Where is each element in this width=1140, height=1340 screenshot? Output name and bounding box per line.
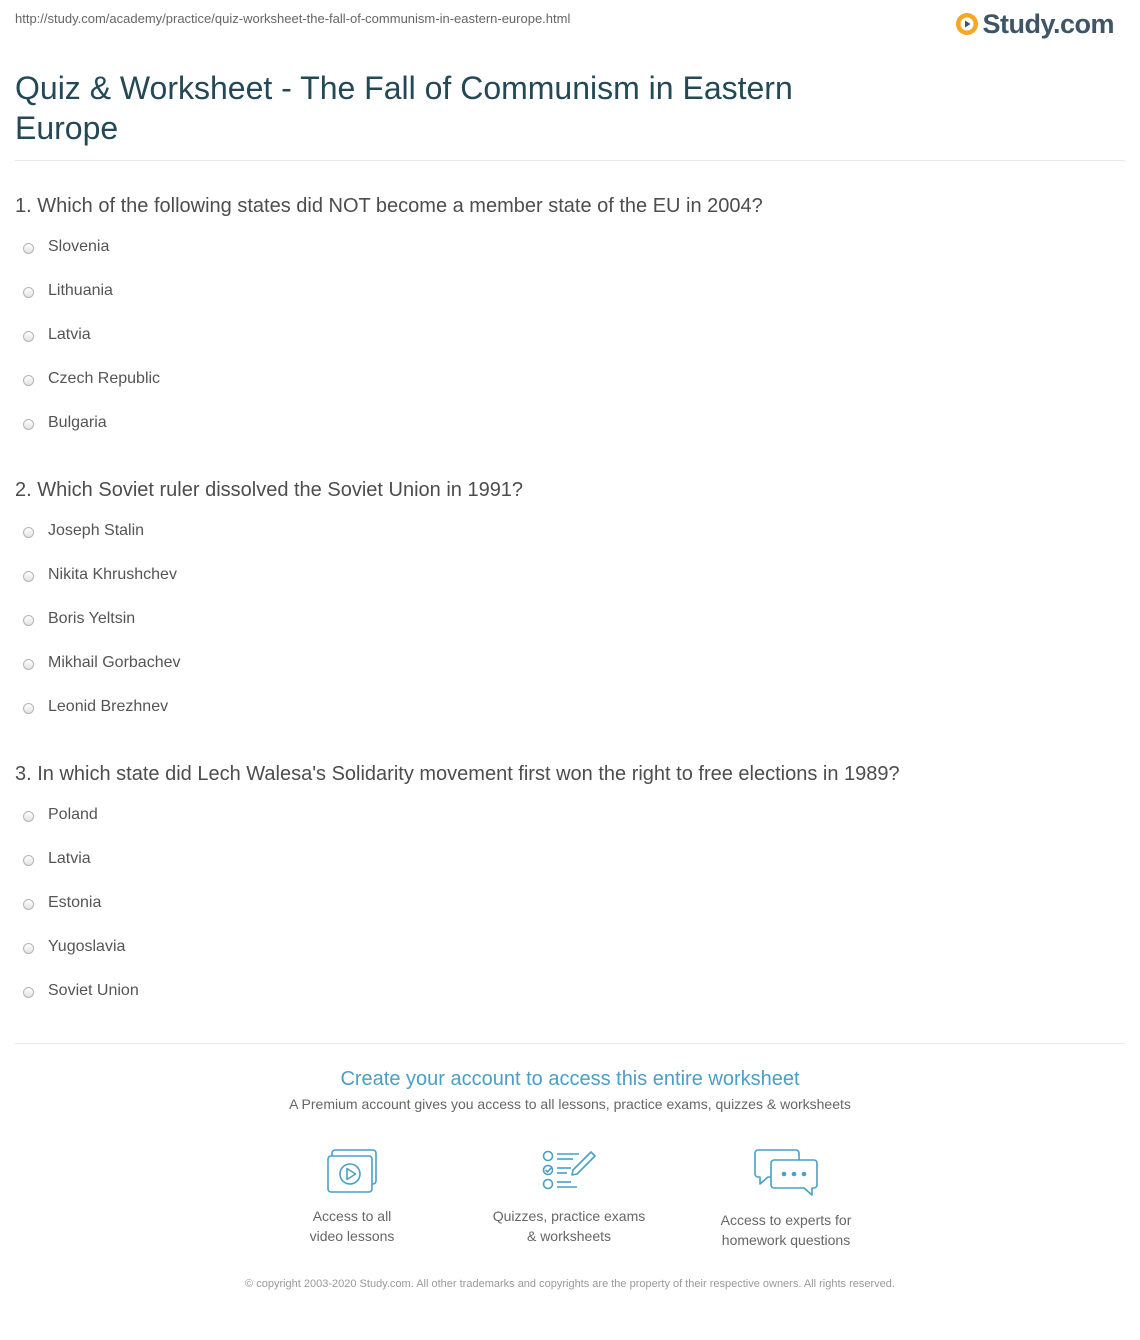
answer-option[interactable]	[15, 848, 1125, 892]
radio-button[interactable]	[23, 703, 34, 714]
question-text: 3. In which state did Lech Walesa's Solidarity movement first won the right to free elections in 1989?	[15, 763, 900, 785]
answer-label: Soviet Union	[48, 982, 139, 999]
feature-line: & worksheets	[526, 1228, 612, 1244]
answer-option[interactable]	[15, 412, 1125, 456]
answer-label: Yugoslavia	[48, 938, 126, 955]
answer-options	[15, 804, 1125, 1024]
quiz-checklist-icon	[541, 1148, 597, 1194]
answer-label: Joseph Stalin	[48, 522, 145, 539]
answer-label: Latvia	[48, 850, 91, 867]
answer-option[interactable]	[15, 520, 1125, 564]
question-text: 2. Which Soviet ruler dissolved the Soviet Union in 1991?	[15, 479, 524, 501]
feature-line: Access to experts for	[720, 1212, 852, 1228]
answer-option[interactable]	[15, 236, 1125, 280]
radio-button[interactable]	[23, 855, 34, 866]
answer-label: Leonid Brezhnev	[48, 698, 169, 715]
answer-label: Poland	[48, 806, 98, 823]
answer-label: Slovenia	[48, 238, 110, 255]
copyright-notice: © copyright 2003-2020 Study.com. All other trademarks and copyrights are the property of their respective owners. All rights reserved.	[245, 1278, 895, 1290]
answer-label: Czech Republic	[48, 370, 161, 387]
radio-button[interactable]	[23, 987, 34, 998]
answer-options	[15, 520, 1125, 740]
feature-line: homework questions	[721, 1232, 851, 1248]
radio-button[interactable]	[23, 419, 34, 430]
answer-option[interactable]	[15, 980, 1125, 1024]
answer-label: Bulgaria	[48, 414, 107, 431]
question-1	[15, 192, 1125, 456]
page-url: http://study.com/academy/practice/quiz-worksheet-the-fall-of-communism-in-eastern-europe.html	[15, 11, 571, 26]
radio-button[interactable]	[23, 943, 34, 954]
radio-button[interactable]	[23, 527, 34, 538]
feature-line: Quizzes, practice exams	[492, 1208, 646, 1224]
radio-button[interactable]	[23, 331, 34, 342]
questions-divider	[15, 1043, 1125, 1044]
question-2	[15, 476, 1125, 740]
answer-option[interactable]	[15, 368, 1125, 412]
feature-line: video lessons	[309, 1228, 395, 1244]
study-logo[interactable]	[955, 9, 1114, 39]
answer-label: Nikita Khrushchev	[48, 566, 177, 583]
answer-options	[15, 236, 1125, 456]
feature-quizzes	[459, 1148, 679, 1246]
radio-button[interactable]	[23, 375, 34, 386]
answer-option[interactable]	[15, 280, 1125, 324]
answer-option[interactable]	[15, 696, 1125, 740]
radio-button[interactable]	[23, 659, 34, 670]
title-divider	[15, 160, 1125, 161]
answer-option[interactable]	[15, 936, 1125, 980]
answer-option[interactable]	[15, 564, 1125, 608]
question-text: 1. Which of the following states did NOT become a member state of the EU in 2004?	[15, 195, 763, 217]
page-title: Quiz & Worksheet - The Fall of Communism in Eastern Europe	[15, 70, 793, 146]
feature-video-lessons	[242, 1148, 462, 1246]
answer-label: Latvia	[48, 326, 91, 343]
answer-label: Lithuania	[48, 282, 113, 299]
answer-option[interactable]	[15, 608, 1125, 652]
radio-button[interactable]	[23, 243, 34, 254]
feature-line: Access to all	[312, 1208, 392, 1224]
answer-label: Boris Yeltsin	[48, 610, 136, 627]
feature-experts	[676, 1148, 896, 1250]
answer-label: Mikhail Gorbachev	[48, 654, 181, 671]
answer-label: Estonia	[48, 894, 102, 911]
radio-button[interactable]	[23, 287, 34, 298]
radio-button[interactable]	[23, 811, 34, 822]
radio-button[interactable]	[23, 899, 34, 910]
premium-cta	[0, 1064, 1140, 1114]
radio-button[interactable]	[23, 615, 34, 626]
create-account-link[interactable]: Create your account to access this entire worksheet	[340, 1068, 800, 1090]
video-lessons-icon	[326, 1148, 378, 1194]
chat-bubbles-icon	[754, 1148, 818, 1198]
radio-button[interactable]	[23, 571, 34, 582]
question-3	[15, 760, 1125, 1024]
play-circle-icon	[955, 12, 979, 36]
answer-option[interactable]	[15, 652, 1125, 696]
logo-text: Study.com	[982, 9, 1114, 39]
answer-option[interactable]	[15, 804, 1125, 848]
answer-option[interactable]	[15, 324, 1125, 368]
answer-option[interactable]	[15, 892, 1125, 936]
cta-subtext: A Premium account gives you access to all lessons, practice exams, quizzes & worksheets	[289, 1096, 851, 1112]
